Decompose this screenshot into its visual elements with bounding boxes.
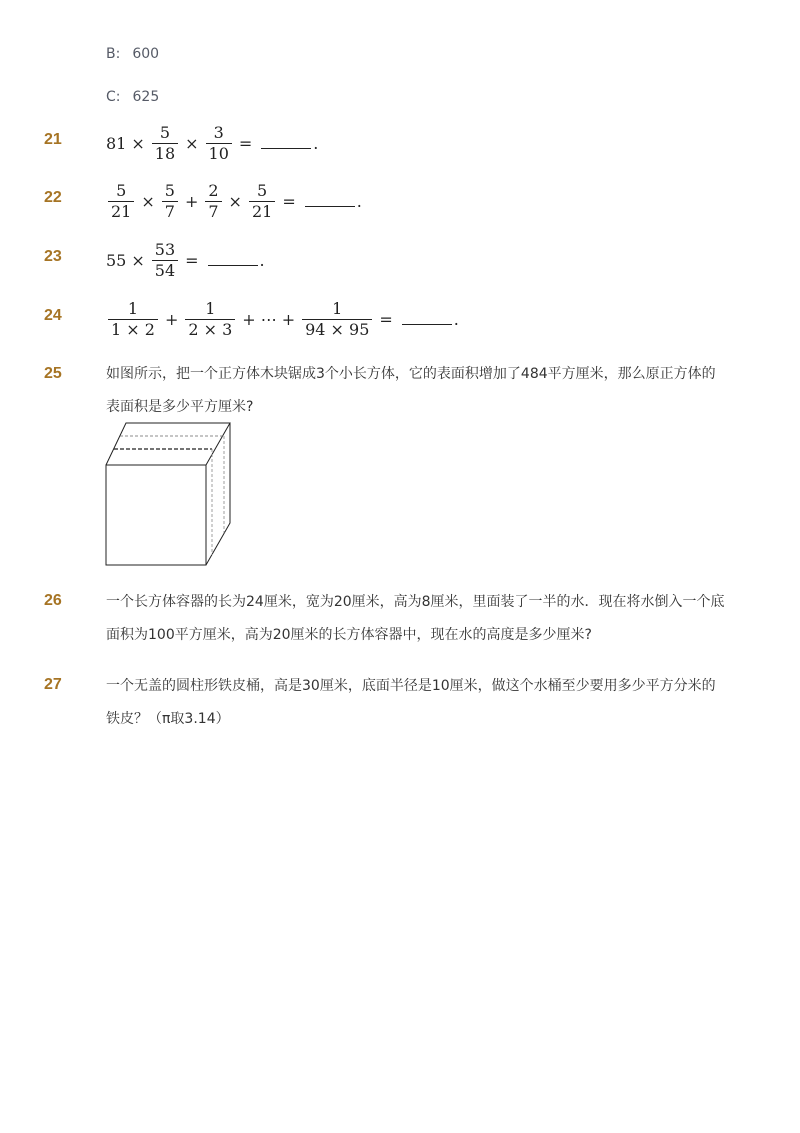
fraction — [205, 182, 221, 221]
fraction — [108, 300, 158, 339]
cube-top-face — [106, 423, 230, 465]
numerator: 5 — [159, 123, 171, 142]
option-c — [106, 89, 159, 105]
denominator: 21 — [108, 201, 134, 221]
fraction — [185, 300, 235, 339]
question-21-expression — [106, 124, 318, 163]
fraction — [152, 124, 178, 163]
denominator: 7 — [162, 201, 178, 221]
fraction — [206, 124, 232, 163]
period: . — [259, 251, 265, 270]
denominator: 2 × 3 — [185, 319, 235, 339]
question-number-27: 27 — [44, 676, 62, 693]
equals-sign: = — [379, 310, 393, 329]
option-label: B: — [106, 46, 121, 62]
question-number-26: 26 — [44, 592, 62, 609]
plus-sign: + — [164, 310, 179, 329]
times-sign: × — [185, 134, 199, 153]
option-value: 625 — [132, 89, 160, 105]
question-number-24: 24 — [44, 307, 62, 324]
numerator: 1 — [127, 299, 139, 318]
times-sign: × — [131, 251, 145, 270]
equals-sign: = — [185, 251, 199, 270]
fraction — [249, 182, 275, 221]
numerator: 1 — [332, 299, 343, 318]
question-number-25: 25 — [44, 365, 62, 382]
equals-sign: = — [238, 134, 253, 153]
option-value: 600 — [132, 46, 160, 62]
fraction — [108, 182, 134, 221]
option-label: C: — [106, 89, 121, 105]
question-25-text: 如图所示，把一个正方体木块锯成3个小长方体，它的表面积增加了484平方厘米，那么原正方体的表面积是多少平方厘米? — [106, 366, 716, 415]
cube-diagram — [104, 420, 234, 568]
denominator: 10 — [206, 143, 232, 163]
period: . — [453, 310, 459, 329]
ellipsis: ⋯ — [260, 310, 277, 329]
integer: 81 — [106, 134, 127, 153]
answer-blank[interactable] — [402, 312, 452, 325]
numerator: 5 — [164, 181, 175, 200]
denominator: 1 × 2 — [108, 319, 158, 339]
numerator: 1 — [205, 299, 216, 318]
denominator: 18 — [152, 143, 178, 163]
answer-blank[interactable] — [261, 136, 311, 149]
numerator: 53 — [154, 240, 176, 259]
plus-sign: + — [281, 310, 296, 329]
denominator: 54 — [152, 260, 178, 280]
denominator: 7 — [205, 201, 221, 221]
fraction — [152, 241, 178, 280]
times-sign: × — [141, 192, 155, 211]
question-22-expression — [106, 182, 362, 221]
option-b — [106, 46, 159, 62]
period: . — [356, 192, 362, 211]
answer-blank[interactable] — [208, 253, 258, 266]
question-number-21: 21 — [44, 131, 62, 148]
fraction — [162, 182, 178, 221]
denominator: 94 × 95 — [302, 319, 372, 339]
cube-front-face — [106, 465, 206, 565]
numerator: 5 — [116, 181, 127, 200]
fraction — [302, 300, 372, 339]
numerator: 5 — [257, 181, 268, 200]
numerator: 2 — [208, 181, 219, 200]
numerator: 3 — [213, 123, 224, 142]
question-24-expression — [106, 300, 459, 339]
period: . — [313, 134, 319, 153]
question-27-text: 一个无盖的圆柱形铁皮桶，高是30厘米，底面半径是10厘米，做这个水桶至少要用多少平方分米的铁皮？（π取3.14） — [106, 678, 716, 727]
integer: 55 — [106, 251, 127, 270]
times-sign: × — [228, 192, 242, 211]
question-26-text: 一个长方体容器的长为24厘米，宽为20厘米，高为8厘米，里面装了一半的水．现在将水倒入一个底面积为100平方厘米，高为20厘米的长方体容器中，现在水的高度是多少厘米? — [106, 594, 725, 643]
answer-blank[interactable] — [305, 194, 355, 207]
question-number-23: 23 — [44, 248, 62, 265]
plus-sign: + — [184, 192, 199, 211]
denominator: 21 — [249, 201, 275, 221]
question-number-22: 22 — [44, 189, 62, 206]
times-sign: × — [131, 134, 145, 153]
plus-sign: + — [242, 310, 256, 329]
equals-sign: = — [282, 192, 296, 211]
question-23-expression — [106, 241, 265, 280]
